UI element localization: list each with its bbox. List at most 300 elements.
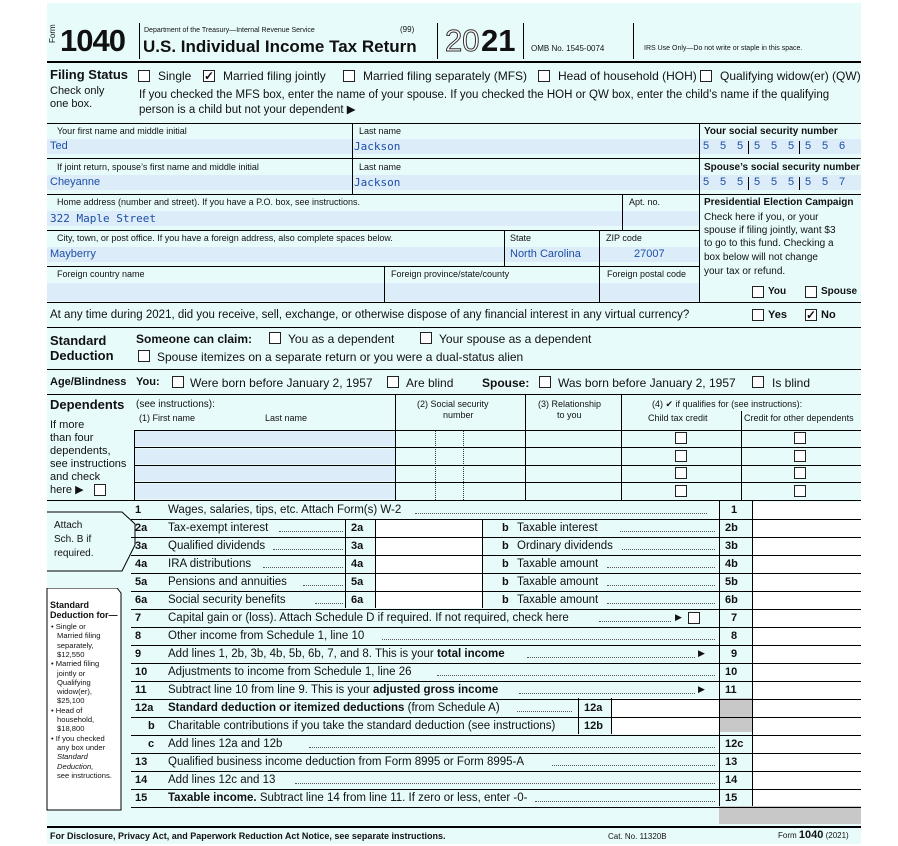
ssn-digit: 5 bbox=[771, 176, 778, 188]
total-income-line-number: 9 bbox=[135, 648, 142, 660]
ira-right-line-number: 4b bbox=[725, 558, 738, 570]
line-separator bbox=[131, 735, 861, 736]
dep-col-other-credit: Credit for other dependents bbox=[744, 413, 854, 423]
filing-status-note: Check only bbox=[50, 85, 105, 97]
foreign-province-label: Foreign province/state/county bbox=[391, 269, 510, 279]
married-separately-label: Married filing separately (MFS) bbox=[363, 69, 528, 83]
taxable-income-right-line-number: 15 bbox=[725, 792, 738, 804]
ira-line-text: IRA distributions bbox=[168, 558, 252, 570]
other-income-line-text: Other income from Schedule 1, line 10 bbox=[168, 630, 365, 642]
footer-form: Form 1040 (2021) bbox=[778, 829, 849, 841]
pensions-line-label bbox=[168, 577, 287, 589]
line-12c-line-text: Add lines 12a and 12b bbox=[168, 738, 283, 750]
age-you-label: You: bbox=[136, 376, 160, 388]
home-address-field[interactable]: 322 Maple Street bbox=[50, 212, 156, 225]
capital-gain-checkbox[interactable] bbox=[688, 612, 700, 624]
ssn-digit: 5 bbox=[805, 176, 812, 188]
dependent-row bbox=[135, 431, 395, 446]
you-born-before-label: Were born before January 2, 1957 bbox=[190, 376, 373, 390]
other-dependents-checkbox[interactable] bbox=[794, 432, 806, 444]
line-separator bbox=[131, 663, 861, 664]
pensions-a-amount-field[interactable] bbox=[376, 574, 482, 591]
dot-leader bbox=[599, 621, 671, 622]
other-dependents-checkbox[interactable] bbox=[794, 485, 806, 497]
dot-leader bbox=[437, 675, 715, 676]
dot-leader bbox=[519, 693, 695, 694]
dividends-amount-field[interactable] bbox=[753, 538, 861, 555]
line-separator bbox=[131, 753, 861, 754]
ssn-label: Your social security number bbox=[704, 126, 838, 137]
dot-leader bbox=[309, 747, 715, 748]
form-1040 bbox=[47, 3, 861, 844]
capital-gain-line-number: 7 bbox=[135, 612, 142, 624]
interest-a-box-label: 2a bbox=[351, 522, 364, 534]
pensions-amount-field[interactable] bbox=[753, 574, 861, 591]
spouse-itemizes-label: Spouse itemizes on a separate return or you were a dual-status alien bbox=[157, 350, 524, 364]
married-separately-checkbox[interactable] bbox=[343, 70, 355, 82]
ssn-digit: 5 bbox=[754, 140, 761, 152]
total-income-line-text: Add lines 1, 2b, 3b, 4b, 5b, 6b, 7, and 8. This is your bbox=[168, 648, 437, 660]
dep-col-child-credit: Child tax credit bbox=[648, 413, 708, 423]
std-box-item: Qualifying bbox=[57, 677, 91, 687]
std-box-item: Married filing bbox=[57, 631, 101, 641]
taxable-income-amount-field[interactable] bbox=[753, 790, 861, 807]
taxable-income-line-text: Taxable income. bbox=[168, 792, 257, 804]
dot-leader bbox=[622, 549, 715, 550]
home-address-label: Home address (number and street). If you have a P.O. box, see instructions. bbox=[57, 197, 360, 207]
ssn-digit: 6 bbox=[839, 140, 846, 152]
ira-line-label bbox=[168, 559, 251, 571]
std-box-title: Standard bbox=[50, 600, 90, 610]
interest-b-label: Taxable interest bbox=[517, 522, 598, 534]
arrow-icon: ▶ bbox=[698, 684, 705, 694]
dot-leader bbox=[279, 531, 343, 532]
filing-status-note: one box. bbox=[50, 98, 93, 110]
social-security-a-amount-field[interactable] bbox=[376, 592, 482, 609]
wages-amount-field[interactable] bbox=[753, 502, 861, 519]
form-word: Form bbox=[48, 24, 57, 43]
dot-leader bbox=[607, 603, 715, 604]
social-security-line-number: 6a bbox=[135, 594, 148, 606]
qbi-deduction-line-label bbox=[168, 757, 524, 769]
std-deduction-box-label: 12a bbox=[584, 702, 603, 714]
form-number: 1040 bbox=[60, 23, 125, 58]
social-security-right-line-number: 6b bbox=[725, 594, 738, 606]
single-label: Single bbox=[158, 69, 192, 83]
ssn-digit: 5 bbox=[703, 140, 710, 152]
line-14-line-label bbox=[168, 775, 275, 787]
you-dependent-checkbox[interactable] bbox=[269, 332, 281, 344]
wages-line-label bbox=[168, 505, 401, 517]
dot-leader bbox=[273, 549, 343, 550]
ira-amount-field[interactable] bbox=[753, 556, 861, 573]
pensions-b-label: Taxable amount bbox=[517, 576, 599, 588]
line-separator bbox=[131, 519, 861, 520]
sch-b-brace bbox=[47, 500, 137, 572]
std-deduction-label: Deduction bbox=[50, 348, 114, 363]
pensions-a-box-label: 5a bbox=[351, 576, 364, 588]
married-jointly-checkbox[interactable] bbox=[203, 70, 215, 82]
virtual-no-checkbox[interactable] bbox=[805, 309, 817, 321]
qualifying-widow-checkbox[interactable] bbox=[700, 70, 712, 82]
adjustments-line-number: 10 bbox=[135, 666, 148, 678]
dot-leader bbox=[607, 585, 715, 586]
dividends-line-text: Qualified dividends bbox=[168, 540, 266, 552]
line-separator bbox=[131, 717, 861, 718]
dept-label: Department of the Treasury—Internal Revenue Service bbox=[144, 27, 315, 34]
total-income-line-text: total income bbox=[436, 648, 505, 660]
line-12c-amount-field[interactable] bbox=[753, 736, 861, 753]
capital-gain-right-line-number: 7 bbox=[731, 612, 738, 624]
line-separator bbox=[131, 645, 861, 646]
wages-right-line-number: 1 bbox=[731, 504, 738, 516]
filing-status-instructions: If you checked the MFS box, enter the name of your spouse. If you checked the HOH or QW box, enter the child’s name if the qualifying bbox=[139, 89, 830, 101]
dependent-row bbox=[135, 466, 395, 481]
charitable-amount-field[interactable] bbox=[612, 718, 719, 735]
apt-label: Apt. no. bbox=[629, 197, 661, 207]
std-deduction-line-text: (from Schedule A) bbox=[404, 702, 500, 714]
age-blindness-label: Age/Blindness bbox=[50, 376, 127, 388]
dividends-right-line-number: 3b bbox=[725, 540, 738, 552]
age-spouse-label: Spouse: bbox=[482, 376, 530, 390]
std-box-item: any box under bbox=[57, 742, 106, 752]
ssn-digit: 5 bbox=[737, 140, 744, 152]
interest-amount-field[interactable] bbox=[753, 520, 861, 537]
dependents-note: If more bbox=[50, 419, 85, 431]
adjustments-line-text: Adjustments to income from Schedule 1, line 26 bbox=[168, 666, 412, 678]
dot-leader bbox=[315, 603, 343, 604]
social-security-line-text: Social security benefits bbox=[168, 594, 286, 606]
taxable-income-line-number: 15 bbox=[135, 792, 148, 804]
taxable-income-line-text: Subtract line 14 from line 11. If zero or less, enter -0- bbox=[256, 792, 528, 804]
sch-b-note: Attach bbox=[54, 520, 83, 531]
spouse-blind-checkbox[interactable] bbox=[752, 376, 764, 388]
charitable-line-text: Charitable contributions if you take the standard deduction (see instructions) bbox=[168, 720, 556, 732]
irs-use-only: IRS Use Only—Do not write or staple in this space. bbox=[644, 45, 803, 52]
other-dependents-checkbox[interactable] bbox=[794, 467, 806, 479]
qbi-deduction-amount-field[interactable] bbox=[753, 754, 861, 771]
total-income-right-line-number: 9 bbox=[731, 648, 738, 660]
std-box-item: household, bbox=[57, 715, 95, 724]
total-income-line-label bbox=[168, 649, 505, 661]
std-box-item: separately, bbox=[57, 640, 94, 650]
dot-leader bbox=[263, 567, 343, 568]
filing-status-instructions: person is a child but not your dependent ▶ bbox=[139, 104, 356, 116]
charitable-line-label bbox=[168, 721, 555, 733]
zip-field[interactable]: 27007 bbox=[634, 248, 665, 260]
line-separator bbox=[131, 537, 861, 538]
std-box-item: see instructions. bbox=[57, 770, 112, 780]
dep-col-ssn: (2) Social security bbox=[417, 399, 489, 409]
dep-col-qualifies: (4) ✔ if qualifies for (see instructions): bbox=[652, 399, 803, 409]
child-tax-credit-checkbox[interactable] bbox=[675, 485, 687, 497]
dividends-line-label bbox=[168, 541, 265, 553]
other-income-line-label bbox=[168, 631, 364, 643]
social-security-a-box-label: 6a bbox=[351, 594, 364, 606]
more-dependents-checkbox[interactable] bbox=[94, 484, 106, 496]
std-box-item: Deduction, bbox=[57, 761, 94, 771]
line-b-prefix: b bbox=[502, 540, 509, 552]
line-14-line-number: 14 bbox=[135, 774, 148, 786]
head-household-label: Head of household (HOH) bbox=[558, 69, 697, 83]
dependents-note: than four bbox=[50, 432, 94, 444]
spouse-dependent-label: Your spouse as a dependent bbox=[439, 332, 592, 346]
interest-a-amount-field[interactable] bbox=[376, 520, 482, 537]
dividends-line-number: 3a bbox=[135, 540, 148, 552]
form-title: U.S. Individual Income Tax Return bbox=[143, 37, 417, 56]
spouse-ssn-field[interactable] bbox=[703, 177, 859, 190]
head-household-checkbox[interactable] bbox=[538, 70, 550, 82]
ira-a-amount-field[interactable] bbox=[376, 556, 482, 573]
line-14-amount-field[interactable] bbox=[753, 772, 861, 789]
std-box-item: • Married filing bbox=[51, 659, 100, 669]
agi-right-line-number: 11 bbox=[725, 684, 737, 696]
std-box-item: • Head of bbox=[51, 705, 83, 715]
capital-gain-line-text: Capital gain or (loss). Attach Schedule D if required. If not required, check here bbox=[168, 612, 569, 624]
spouse-dependent-checkbox[interactable] bbox=[420, 332, 432, 344]
first-name-label: Your first name and middle initial bbox=[57, 126, 187, 136]
agi-line-label bbox=[168, 685, 498, 697]
campaign-text: to go to this fund. Checking a bbox=[704, 238, 834, 249]
adjustments-amount-field[interactable] bbox=[753, 664, 861, 681]
ssn-field[interactable] bbox=[703, 141, 859, 154]
dep-col-last: Last name bbox=[265, 413, 308, 423]
charitable-line-number: b bbox=[148, 720, 155, 732]
ira-a-box-label: 4a bbox=[351, 558, 364, 570]
dot-leader bbox=[527, 657, 695, 658]
capital-gain-amount-field[interactable] bbox=[753, 610, 861, 627]
line-separator bbox=[131, 681, 861, 682]
wages-line-number: 1 bbox=[135, 504, 142, 516]
std-box-item: widow(er), bbox=[57, 687, 93, 697]
std-box-item: • Single or bbox=[51, 622, 86, 631]
line-12c-line-number: c bbox=[148, 738, 155, 750]
std-box-item: $12,550 bbox=[57, 649, 85, 659]
virtual-currency-question: At any time during 2021, did you receive, sell, exchange, or otherwise dispose of any financial interest in any virtual currency? bbox=[50, 309, 690, 321]
dot-leader bbox=[607, 567, 715, 568]
ssn-digit: 7 bbox=[839, 176, 846, 188]
foreign-country-label: Foreign country name bbox=[57, 269, 145, 279]
state-field[interactable]: North Carolina bbox=[510, 248, 581, 260]
line-separator bbox=[131, 789, 861, 790]
ssn-digit: 5 bbox=[822, 176, 829, 188]
sch-b-note: required. bbox=[54, 548, 94, 559]
agi-line-number: 11 bbox=[135, 684, 147, 696]
ssn-digit: 5 bbox=[754, 176, 761, 188]
dependent-row bbox=[135, 449, 395, 464]
total-income-amount-field[interactable] bbox=[753, 646, 861, 663]
ssn-digit: 5 bbox=[737, 176, 744, 188]
campaign-you-label: You bbox=[768, 286, 787, 297]
dependents-note: and check bbox=[50, 471, 101, 483]
sch-b-note: Sch. B if bbox=[54, 534, 92, 545]
line-14-right-line-number: 14 bbox=[725, 774, 738, 786]
city-label: City, town, or post office. If you have a foreign address, also complete spaces below. bbox=[57, 233, 393, 243]
spouse-born-before-checkbox[interactable] bbox=[539, 376, 551, 388]
campaign-text: your tax or refund. bbox=[704, 266, 786, 277]
spouse-first-name-field[interactable]: Cheyanne bbox=[50, 176, 101, 188]
state-label: State bbox=[510, 233, 532, 243]
code-99: (99) bbox=[400, 25, 415, 34]
last-name-field[interactable]: Jackson bbox=[354, 140, 401, 153]
dot-leader bbox=[295, 783, 715, 784]
campaign-text: spouse if filing jointly, want $3 bbox=[704, 225, 836, 236]
std-box-item: • If you checked bbox=[51, 733, 105, 743]
ssn-digit: 5 bbox=[805, 140, 812, 152]
social-security-amount-field[interactable] bbox=[753, 592, 861, 609]
ssn-digit: 5 bbox=[788, 176, 795, 188]
dep-col-ssn: number bbox=[443, 410, 474, 420]
line-b-prefix: b bbox=[502, 576, 509, 588]
line-separator bbox=[131, 771, 861, 772]
ssn-digit: 5 bbox=[771, 140, 778, 152]
you-blind-label: Are blind bbox=[406, 376, 454, 390]
dependents-note: dependents, bbox=[50, 445, 111, 457]
ssn-digit: 5 bbox=[703, 176, 710, 188]
campaign-spouse-checkbox[interactable] bbox=[805, 286, 817, 298]
dep-col-relationship: (3) Relationship bbox=[538, 399, 602, 409]
dependents-label: Dependents bbox=[50, 397, 125, 412]
line-14-line-text: Add lines 12c and 13 bbox=[168, 774, 276, 786]
other-dependents-checkbox[interactable] bbox=[794, 450, 806, 462]
interest-right-line-number: 2b bbox=[725, 522, 738, 534]
qbi-deduction-line-number: 13 bbox=[135, 756, 148, 768]
you-dependent-label: You as a dependent bbox=[288, 332, 395, 346]
campaign-you-checkbox[interactable] bbox=[752, 286, 764, 298]
qualifying-widow-label: Qualifying widow(er) (QW) bbox=[720, 69, 861, 83]
virtual-yes-label: Yes bbox=[768, 309, 787, 321]
line-b-prefix: b bbox=[502, 558, 509, 570]
pensions-line-number: 5a bbox=[135, 576, 148, 588]
line-separator bbox=[131, 627, 861, 628]
line-separator bbox=[131, 699, 861, 700]
line-b-prefix: b bbox=[502, 594, 509, 606]
qbi-deduction-line-text: Qualified business income deduction from Form 8995 or Form 8995-A bbox=[168, 756, 525, 768]
single-checkbox[interactable] bbox=[138, 70, 150, 82]
spouse-itemizes-checkbox[interactable] bbox=[138, 350, 150, 362]
dep-col-relationship: to you bbox=[557, 410, 582, 420]
dividends-b-label: Ordinary dividends bbox=[517, 540, 613, 552]
year-outline: 20 bbox=[445, 23, 480, 58]
ira-b-label: Taxable amount bbox=[517, 558, 599, 570]
line-separator bbox=[131, 591, 861, 592]
pensions-line-text: Pensions and annuities bbox=[168, 576, 287, 588]
social-security-line-label bbox=[168, 595, 286, 607]
agi-line-text: Subtract line 10 from line 9. This is your bbox=[168, 684, 373, 696]
arrow-icon: ▶ bbox=[698, 648, 705, 658]
disclosure-notice: For Disclosure, Privacy Act, and Paperwork Reduction Act Notice, see separate instructions. bbox=[50, 831, 446, 841]
dot-leader bbox=[552, 765, 715, 766]
adjustments-right-line-number: 10 bbox=[725, 666, 738, 678]
zip-label: ZIP code bbox=[606, 233, 642, 243]
wages-line-text: Wages, salaries, tips, etc. Attach Form(s) W-2 bbox=[168, 504, 402, 516]
qbi-deduction-right-line-number: 13 bbox=[725, 756, 738, 768]
interest-line-label bbox=[168, 523, 268, 535]
campaign-text: box below will not change bbox=[704, 252, 818, 263]
spouse-blind-label: Is blind bbox=[772, 376, 811, 390]
taxable-income-line-label bbox=[168, 793, 527, 805]
ira-line-number: 4a bbox=[135, 558, 148, 570]
line-separator bbox=[131, 555, 861, 556]
dependent-row bbox=[135, 484, 395, 499]
charitable-box-label: 12b bbox=[584, 720, 603, 732]
dot-leader bbox=[620, 531, 715, 532]
spouse-ssn-label: Spouse’s social security number bbox=[704, 162, 860, 173]
dividends-a-box-label: 3a bbox=[351, 540, 364, 552]
child-tax-credit-checkbox[interactable] bbox=[675, 432, 687, 444]
virtual-yes-checkbox[interactable] bbox=[752, 309, 764, 321]
dot-leader bbox=[415, 513, 707, 514]
social-security-b-label: Taxable amount bbox=[517, 594, 599, 606]
dependent-row-line bbox=[135, 500, 861, 501]
foreign-postal-label: Foreign postal code bbox=[607, 269, 687, 279]
line-12c-right-line-number: 12c bbox=[725, 738, 744, 750]
std-box-item: $25,100 bbox=[57, 696, 85, 706]
line-separator bbox=[131, 807, 861, 808]
interest-line-number: 2a bbox=[135, 522, 148, 534]
catalog-number: Cat. No. 11320B bbox=[608, 832, 667, 841]
campaign-text: Check here if you, or your bbox=[704, 212, 819, 223]
adjustments-line-label bbox=[168, 667, 412, 679]
other-income-amount-field[interactable] bbox=[753, 628, 861, 645]
spouse-last-name-field[interactable]: Jackson bbox=[354, 176, 401, 189]
ssn-digit: 5 bbox=[720, 140, 727, 152]
campaign-title: Presidential Election Campaign bbox=[704, 197, 854, 208]
year-bold: 21 bbox=[481, 23, 516, 58]
last-name-label: Last name bbox=[359, 126, 402, 136]
std-deduction-amount-field[interactable] bbox=[612, 700, 719, 717]
ssn-digit: 5 bbox=[822, 140, 829, 152]
dependents-note: here ▶ bbox=[50, 484, 84, 496]
line-separator bbox=[131, 609, 861, 610]
arrow-icon: ▶ bbox=[675, 612, 682, 622]
std-deduction-line-label bbox=[168, 703, 500, 715]
campaign-spouse-label: Spouse bbox=[821, 286, 858, 297]
std-deduction-line-number: 12a bbox=[135, 702, 154, 714]
std-box-title: Deduction for— bbox=[50, 610, 118, 620]
child-tax-credit-checkbox[interactable] bbox=[675, 467, 687, 479]
you-blind-checkbox[interactable] bbox=[387, 376, 399, 388]
line-separator bbox=[131, 573, 861, 574]
std-deduction-line-text: Standard deduction or itemized deductions bbox=[168, 702, 405, 714]
married-jointly-label: Married filing jointly bbox=[223, 69, 326, 83]
std-box-item: Standard bbox=[57, 752, 88, 762]
you-born-before-checkbox[interactable] bbox=[172, 376, 184, 388]
line-b-prefix: b bbox=[502, 522, 509, 534]
other-income-line-number: 8 bbox=[135, 630, 142, 642]
dot-leader bbox=[382, 639, 715, 640]
city-field[interactable]: Mayberry bbox=[50, 248, 96, 260]
dependent-header-line bbox=[135, 430, 861, 431]
filing-status-label: Filing Status bbox=[50, 67, 128, 82]
first-name-field[interactable]: Ted bbox=[50, 140, 68, 152]
std-deduction-label: Standard bbox=[50, 333, 107, 348]
dep-col-first: (1) First name bbox=[139, 413, 196, 423]
other-income-right-line-number: 8 bbox=[731, 630, 738, 642]
dependents-see: (see instructions): bbox=[136, 399, 215, 410]
line-12c-line-label bbox=[168, 739, 282, 751]
dependents-note: see instructions bbox=[50, 458, 127, 470]
child-tax-credit-checkbox[interactable] bbox=[675, 450, 687, 462]
capital-gain-line-label bbox=[168, 613, 569, 625]
interest-line-text: Tax-exempt interest bbox=[168, 522, 269, 534]
virtual-no-label: No bbox=[821, 309, 836, 321]
agi-amount-field[interactable] bbox=[753, 682, 861, 699]
std-box-item: jointly or bbox=[57, 668, 86, 678]
dividends-a-amount-field[interactable] bbox=[376, 538, 482, 555]
pensions-right-line-number: 5b bbox=[725, 576, 738, 588]
spouse-born-before-label: Was born before January 2, 1957 bbox=[558, 376, 736, 390]
